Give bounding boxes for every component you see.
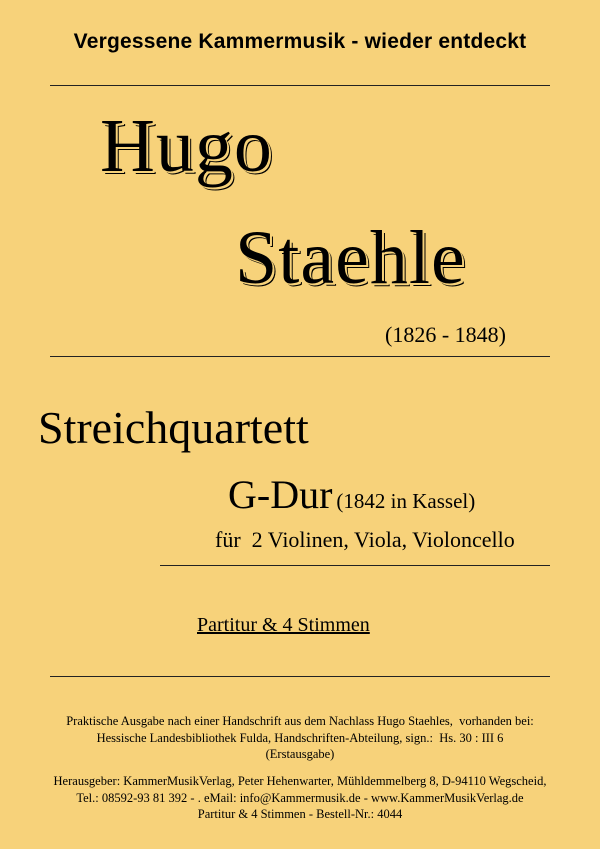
composer-divider xyxy=(50,356,550,357)
parts-divider xyxy=(50,676,550,677)
work-divider xyxy=(160,565,550,566)
source-note-line-2: Hessische Landesbibliothek Fulda, Handschriften-Abteilung, sign.: Hs. 30 : III 6 xyxy=(96,730,504,745)
work-instrumentation: für 2 Violinen, Viola, Violoncello xyxy=(215,527,515,552)
publisher-info xyxy=(40,773,560,823)
publisher-line-3: Partitur & 4 Stimmen - Bestell-Nr.: 4044 xyxy=(197,807,403,821)
composer-last-name: Staehle xyxy=(235,216,466,300)
source-note-line-1: Praktische Ausgabe nach einer Handschrift aus dem Nachlass Hugo Staehles, vorhanden bei: xyxy=(66,714,534,728)
work-key: G-Dur xyxy=(228,472,333,517)
series-title: Vergessene Kammermusik - wieder entdeckt xyxy=(73,30,527,53)
parts-label: Partitur & 4 Stimmen xyxy=(197,614,370,636)
publisher-line-1: Herausgeber: KammerMusikVerlag, Peter Hehenwarter, Mühldemmelberg 8, D-94110 Wegscheid, xyxy=(53,774,547,788)
top-divider xyxy=(50,85,550,86)
work-key-note: (1842 in Kassel) xyxy=(336,489,476,513)
work-key-line xyxy=(228,472,476,517)
work-title: Streichquartett xyxy=(38,402,309,453)
composer-dates: (1826 - 1848) xyxy=(385,322,506,347)
composer-first-name: Hugo xyxy=(100,104,273,188)
source-note-line-3: (Erstausgabe) xyxy=(265,747,335,761)
source-note xyxy=(40,713,560,763)
publisher-line-2: Tel.: 08592-93 81 392 - . eMail: info@Kammermusik.de - www.KammerMusikVerlag.de xyxy=(76,790,524,805)
